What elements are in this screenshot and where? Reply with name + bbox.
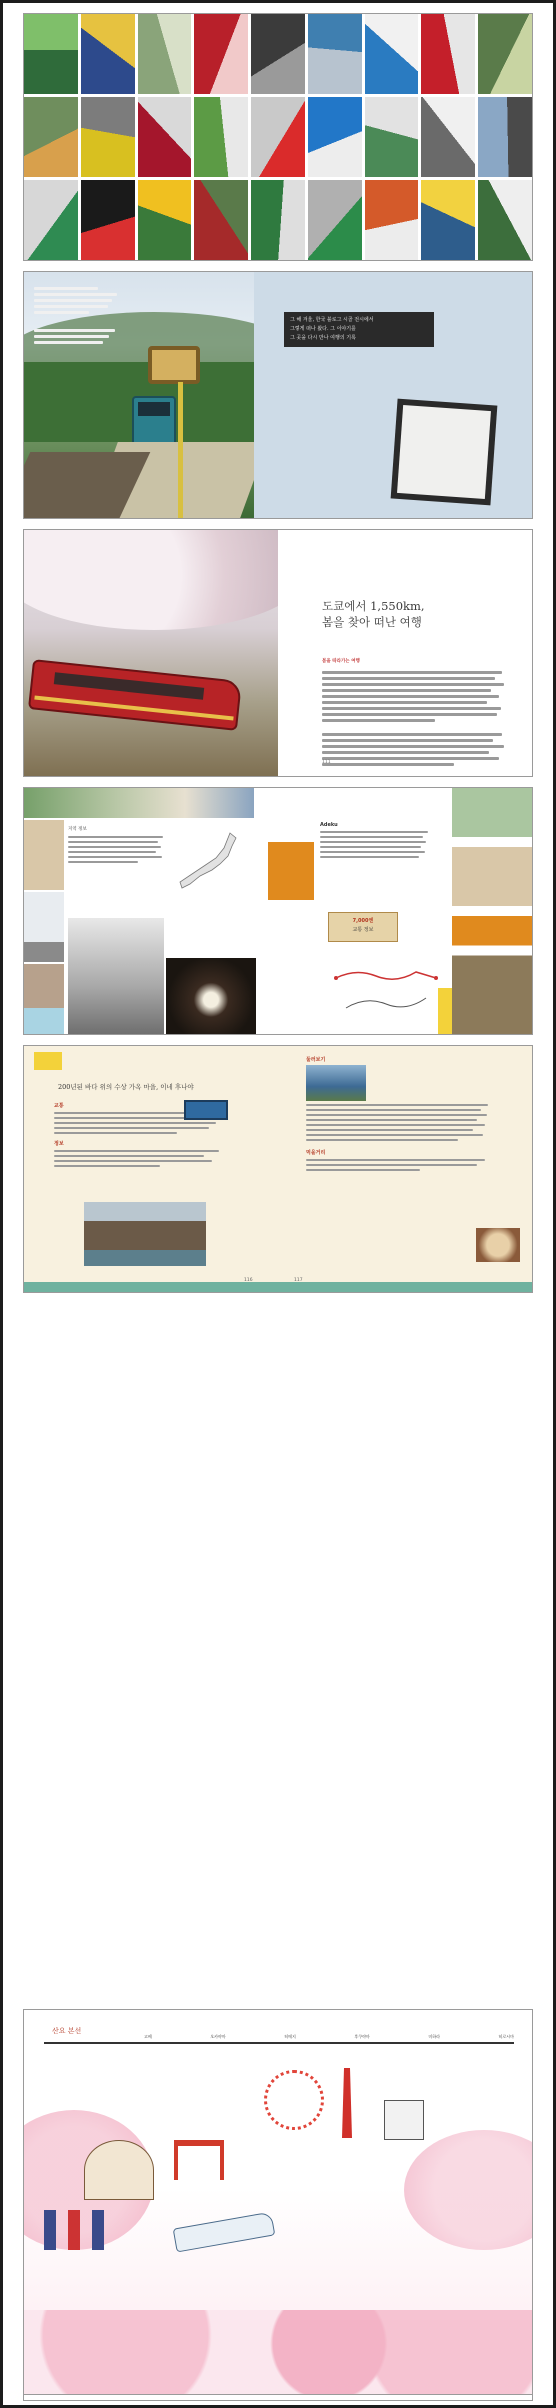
train-photo-tile <box>138 97 192 177</box>
town-photo <box>68 918 164 1034</box>
tour-photo <box>306 1065 366 1101</box>
snapshot-snow <box>397 405 491 499</box>
caption-line: 그 해 겨울, 한국 블로그 시골 전시에서 <box>290 317 374 323</box>
sign-photo <box>184 1100 228 1120</box>
train-photo-tile <box>308 180 362 260</box>
train-photo-tile <box>421 97 475 177</box>
blossom-photo <box>24 530 278 776</box>
collage-grid <box>24 14 532 260</box>
blurb-panel <box>316 818 436 908</box>
page-number: 111 <box>322 760 331 765</box>
info-subheading: 지역 정보 <box>68 827 87 832</box>
station-list <box>144 2034 514 2040</box>
castle <box>384 2100 424 2140</box>
title-ribbon <box>34 1052 62 1070</box>
train-photo-tile <box>251 14 305 94</box>
train-red-body <box>28 659 242 731</box>
japan-map-small <box>170 828 250 898</box>
station-label: 오카야마 <box>210 2034 226 2039</box>
train-photo-tile <box>194 14 248 94</box>
train-photo-tile <box>365 97 419 177</box>
station-label: 히메지 <box>284 2034 296 2039</box>
mirror-sign <box>148 346 200 384</box>
train-photo-tile <box>478 14 532 94</box>
train-photo-tile <box>138 14 192 94</box>
route-illustration <box>24 2010 532 2394</box>
torii-gate <box>174 2140 224 2180</box>
train-photo-tile <box>81 14 135 94</box>
train-photo-tile <box>194 97 248 177</box>
train-window <box>138 402 170 416</box>
ferris-wheel <box>264 2070 324 2130</box>
section-tour: 둘러보기 <box>306 1057 326 1063</box>
route-map-svg <box>326 948 446 1034</box>
orange-block <box>268 842 314 900</box>
caption-box <box>284 312 434 347</box>
blurb-title: Adeku <box>320 822 338 828</box>
article-heading: 봄을 따라가는 여행 <box>322 659 360 664</box>
town-guide-spread <box>24 788 532 1034</box>
photo-text-block <box>34 284 126 347</box>
boathouse-photo <box>84 1202 206 1266</box>
people-group <box>44 2210 104 2250</box>
stamp-price: 7,000엔 <box>352 918 374 924</box>
page-number-right: 117 <box>294 1278 303 1283</box>
station-label: 고베 <box>144 2034 152 2039</box>
train-photo-tile <box>24 14 78 94</box>
light-blue-block <box>24 1008 64 1034</box>
sign-pole <box>178 382 183 518</box>
train-photo-tile <box>81 97 135 177</box>
stamp-caption: 교통 정보 <box>352 927 374 933</box>
train-photo-tile <box>365 180 419 260</box>
train-photo-tile <box>81 180 135 260</box>
train-photo-tile <box>478 180 532 260</box>
train-photo-tile <box>421 14 475 94</box>
train-photo-tile <box>478 97 532 177</box>
food-photo <box>476 1228 520 1262</box>
route-map <box>326 948 446 1034</box>
title-line: 도쿄에서 1,550km, <box>322 599 425 613</box>
article-body <box>322 668 510 769</box>
spread-title: 200년된 바다 위의 수상 가옥 마을, 이네 후나야 <box>58 1083 194 1091</box>
station-label: 후쿠야마 <box>354 2034 370 2039</box>
blossom-spread <box>24 530 532 776</box>
train-photo-tile <box>24 180 78 260</box>
train-photo-tile <box>24 97 78 177</box>
left-photo-strip <box>24 788 254 818</box>
ground-trees <box>24 2310 532 2394</box>
dome-building <box>84 2140 154 2200</box>
section-info: 정보 <box>54 1141 64 1147</box>
route-title: 산요 본선 <box>52 2027 82 2035</box>
page-number-left: 116 <box>244 1278 253 1283</box>
train-photo-collage <box>24 14 532 260</box>
caption-line: 그렇게 떠나 왔다. 그 이야기를 <box>290 326 356 332</box>
left-column-photo-2 <box>24 892 64 962</box>
stamp-tag <box>328 912 398 942</box>
section-food: 먹을거리 <box>306 1150 326 1156</box>
train-photo-tile <box>251 97 305 177</box>
route-line <box>44 2042 514 2044</box>
blossom-canopy <box>24 530 278 630</box>
japan-outline-svg <box>170 828 250 898</box>
right-photo-column <box>452 788 532 1034</box>
station-label: 미하라 <box>428 2034 440 2039</box>
train-photo-tile <box>194 180 248 260</box>
train-photo-tile <box>421 180 475 260</box>
yellow-block <box>438 988 452 1034</box>
train-photo-tile <box>138 180 192 260</box>
snapshot-photo <box>391 399 498 506</box>
caption-line: 그 곳을 다시 만나 여행의 기록 <box>290 335 356 341</box>
title-line: 봄을 찾아 떠난 여행 <box>322 615 422 629</box>
section-transport: 교통 <box>54 1103 64 1109</box>
tunnel-photo <box>166 958 256 1034</box>
train-photo-tile <box>365 14 419 94</box>
station-spread <box>24 272 532 518</box>
funaya-guide-spread <box>24 1046 532 1292</box>
right-column <box>306 1056 496 1174</box>
info-panel <box>68 820 168 916</box>
article-title <box>322 598 425 630</box>
train-photo-tile <box>308 97 362 177</box>
station-photo <box>24 272 254 518</box>
station-label: 히로시마 <box>498 2034 514 2039</box>
train-photo-tile <box>251 180 305 260</box>
train-photo-tile <box>308 14 362 94</box>
left-column-photo-1 <box>24 820 64 890</box>
